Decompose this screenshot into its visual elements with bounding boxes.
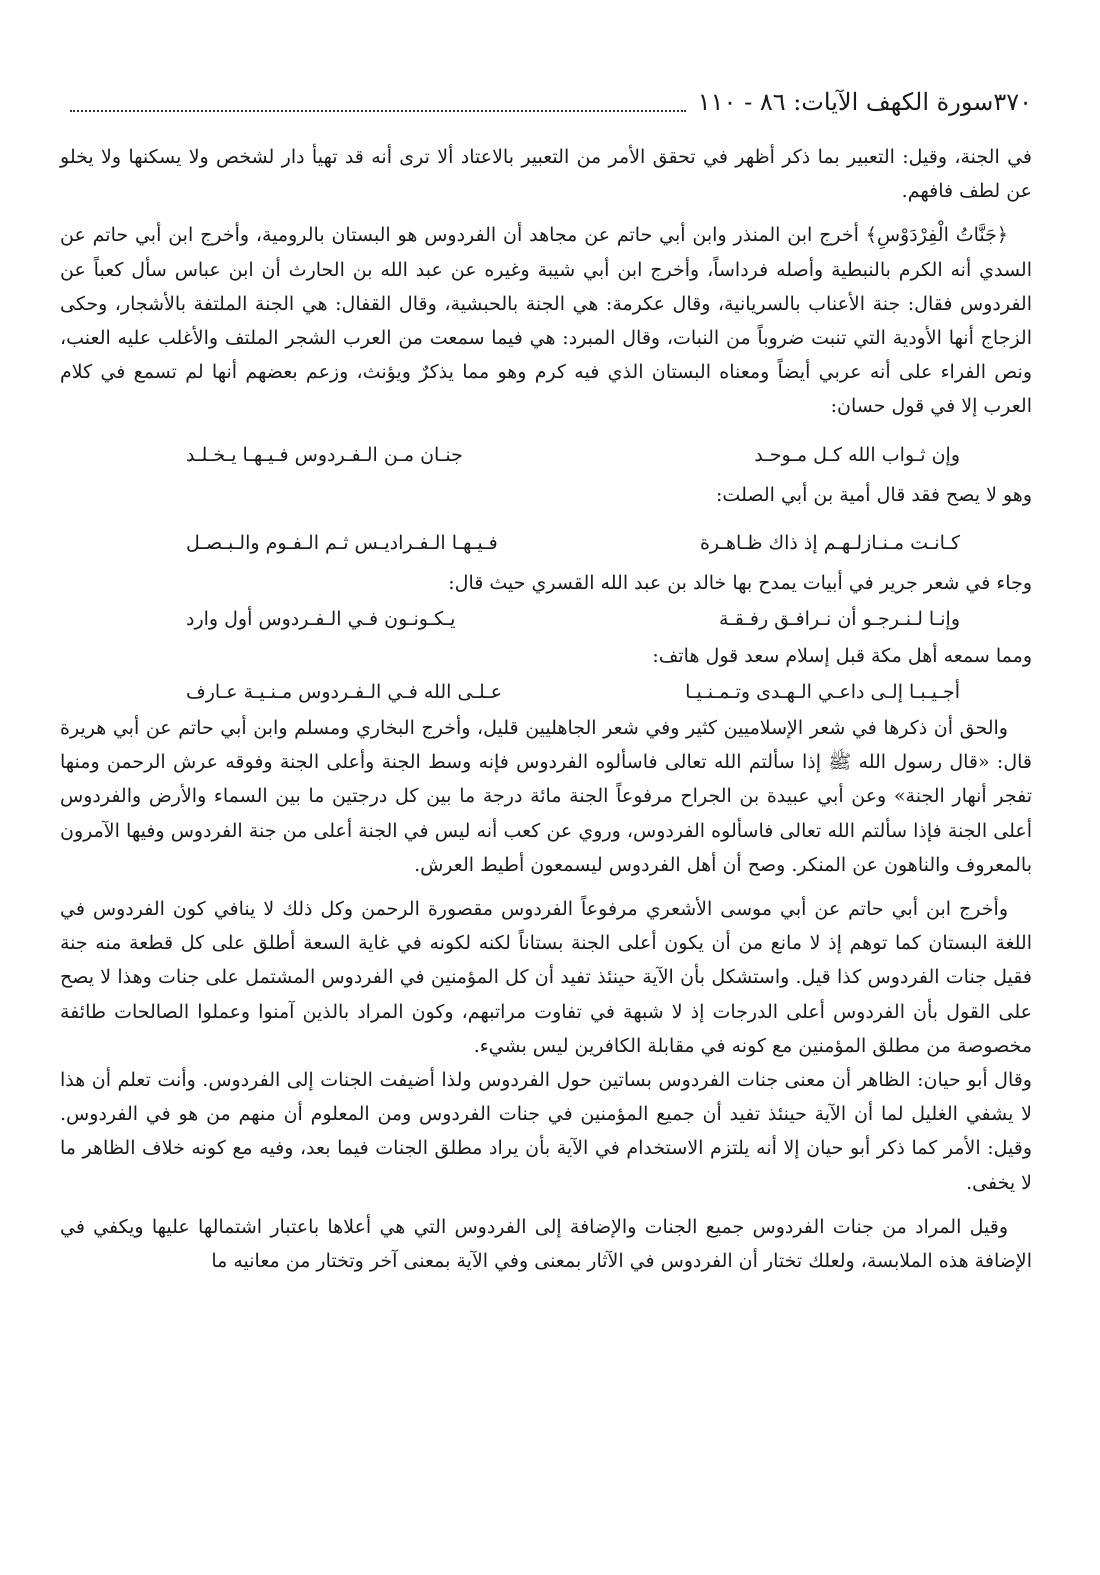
paragraph-6: وقيل المراد من جنات الفردوس جميع الجنات والإضافة إلى الفردوس التي هي أعلاها باعتبار اشتمالها عليها ويكفي في الإضافة هذه الملابسة، ولعلك تختار أن الفردوس في الآثار بمعنى وفي الآية بمعنى آخر وتختار من معانيه ما [60,1215,1032,1273]
page-number: ٣٧٠ [993,88,1032,116]
paragraph-1: في الجنة، وقيل: التعبير بما ذكر أظهر في تحقق الأمر من التعبير بالاعتاد ألا ترى أنه قد تهيأ دار لشخص ولا يسكنها ولا يخلو عن لطف فافهم. [60,146,1032,203]
verse-3-first-hemistich: وإنـا لـنـرجـو أن نـرافـق رفـقـة [718,608,960,631]
verse-4-first-hemistich: أجـيـبـا إلـى داعـي الـهـدى وتـمـنـيـا [685,680,960,703]
verse-1-second-hemistich: جنـان مـن الـفـردوس فـيـهـا يـخـلـد [186,443,463,466]
verse-1 [60,438,1032,472]
running-header [62,82,1032,122]
verse-4-second-hemistich: عـلـى الله فـي الـفـردوس مـنـيـة عـارف [186,680,503,703]
verse-4 [60,675,1032,709]
verse-2-first-hemistich: كـانـت مـنـازلـهـم إذ ذاك ظـاهـرة [699,532,960,555]
verse-1-first-hemistich: وإن ثـواب الله كـل مـوحـد [754,443,960,466]
verse-2-second-hemistich: فـيـهـا الـفـراديـس ثـم الـفـوم والـبـصـل [186,532,498,555]
paragraph-2: ﴿جَنَّاتُ الْفِرْدَوْسِ﴾ أخرج ابن المنذر وابن أبي حاتم عن مجاهد أن الفردوس هو البستان بالرومية، وأخرج ابن أبي حاتم عن السدي أنه الكرم بالنبطية وأصله فرداساً، وأخرج ابن أبي شيبة وغيره عن عبد الله بن الحارث أن ابن عباس سأل كعباً عن الفردوس فقال: جنة الأعناب بالسريانية، وقال عكرمة: هي الجنة بالحبشية، وقال القفال: هي الجنة الملتفة بالأشجار، وحكى الزجاج أنها الأودية التي تنبت ضروباً من النبات، وقال المبرد: هي فيما سمعت من العرب الشجر الملتف والأغلب عليه العنب، ونص الفراء على أنه عربي أيضاً ومعناه البستان الذي فيه كرم وهو مما يذكرٌ ويؤنث، وزعم بعضهم أنها لم تسمع في كلام العرب إلا في قول حسان: [60,224,1032,418]
header-dot-leader [70,109,686,112]
intro-line-3: ومما سمعه أهل مكة قبل إسلام سعد قول هاتف: [652,644,1032,667]
paragraph-4: وأخرج ابن أبي حاتم عن أبي موسى الأشعري مرفوعاً الفردوس مقصورة الرحمن وكل ذلك لا ينافي كون الفردوس في اللغة البستان كما توهم إذ لا مانع من أن يكون أعلى الجنة بستاناً لكنه لكونه في غاية السعة أطلق على كل قطعة منه جنة فقيل جنات الفردوس كذا قيل. واستشكل بأن الآية حينئذ تفيد أن كل المؤمنين في الفردوس المشتمل على جنات وهذا لا يصح على القول بأن الفردوس أعلى الدرجات إذ لا شبهة في تفاوت مراتبهم، وكون المراد بالذين آمنوا وعملوا الصالحات طائفة مخصوصة من مطلق المؤمنين مع كونه في مقابلة الكافرين ليس بشيء. [60,898,1032,1057]
verse-3 [60,602,1032,636]
surah-title: سورة الكهف الآيات: ٨٦ - ١١٠ [697,88,994,116]
page-body [60,140,1032,1278]
intro-line-1: وهو لا يصح فقد قال أمية بن أبي الصلت: [716,483,1032,506]
verse-3-second-hemistich: يـكـونـون فـي الـفـردوس أول وارد [186,608,456,631]
verse-2 [60,526,1032,560]
paragraph-3: والحق أن ذكرها في شعر الإسلاميين كثير وفي شعر الجاهليين قليل، وأخرج البخاري ومسلم وابن أبي حاتم عن أبي هريرة قال: «قال رسول الله ﷺ إذا سألتم الله تعالى فاسألوه الفردوس فإنه وسط الجنة وأعلى الجنة وفوقه عرش الرحمن ومنها تفجر أنهار الجنة» وعن أبي عبيدة بن الجراح مرفوعاً الجنة مائة درجة ما بين كل درجتين ما بين السماء والأرض والفردوس أعلى الجنة فإذا سألتم الله تعالى فاسألوه الفردوس، وروي عن كعب أنه ليس في الجنة أعلى من جنة الفردوس وفيها الآمرون بالمعروف والناهون عن المنكر. وصح أن أهل الفردوس ليسمعون أطيط العرش. [60,717,1032,876]
intro-line-2: وجاء في شعر جرير في أبيات يمدح بها خالد بن عبد الله القسري حيث قال: [448,572,1032,595]
paragraph-5: وقال أبو حيان: الظاهر أن معنى جنات الفردوس بساتين حول الفردوس ولذا أضيفت الجنات إلى الفردوس. وأنت تعلم أن هذا لا يشفي الغليل لما أن الآية حينئذ تفيد أن جميع المؤمنين في جنات الفردوس ومن المعلوم أن منهم من هو في الفردوس. وقيل: الأمر كما ذكر أبو حيان إلا أنه يلتزم الاستخدام في الآية بأن يراد مطلق الجنات فيما بعد، وفيه مع كونه خلاف الظاهر ما لا يخفى. [60,1069,1032,1194]
